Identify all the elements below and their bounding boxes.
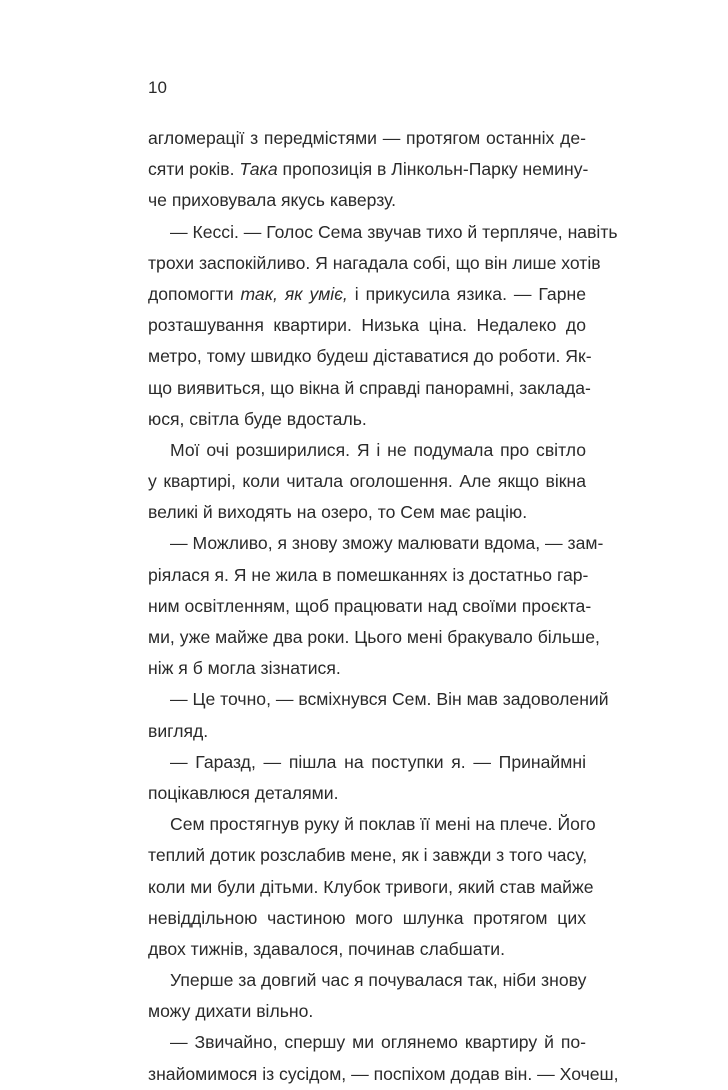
text-segment: юся, світла буде вдосталь. [148, 408, 367, 429]
text-segment: коли ми були дітьми. Клубок тривоги, який став майже [148, 876, 594, 897]
text-line [148, 497, 586, 528]
text-line [148, 248, 601, 279]
text-segment: трохи заспокійливо. Я нагадала собі, що він лише хотів [148, 252, 601, 273]
text-segment: — Гаразд, — пішла на поступки я. — Принаймні [170, 751, 586, 772]
text-line [148, 528, 604, 559]
text-segment: вигляд. [148, 720, 209, 741]
text-segment: агломерації з передмістями — протягом останніх де- [148, 128, 586, 148]
text-segment: пропозиція в Лінкольн-Парку немину- [277, 159, 589, 180]
text-line [148, 404, 586, 435]
text-line [148, 747, 586, 778]
text-segment: Сем простягнув руку й поклав її мені на плече. Його [170, 814, 596, 835]
text-segment: че приховувала якусь каверзу. [148, 190, 397, 211]
text-line [148, 217, 618, 248]
text-line [148, 903, 586, 934]
text-line [148, 778, 586, 809]
text-segment: ніж я б могла зізнатися. [148, 658, 341, 679]
text-segment: у квартирі, коли читала оголошення. Але якщо вікна [148, 471, 586, 492]
text-line [148, 622, 600, 653]
text-segment: розташування квартири. Низька ціна. Недалеко до [148, 315, 586, 336]
text-segment: ріялася я. Я не жила в помешканнях із достатньо гар- [148, 564, 589, 585]
text-segment: невіддільною частиною мого шлунка протягом цих [148, 907, 586, 928]
text-segment: знайомимося із сусідом, — поспіхом додав він. — Хочеш, [148, 1063, 619, 1084]
text-segment: Уперше за довгий час я почувалася так, ніби знову [170, 970, 587, 991]
text-segment: і прикусила язика. — Гарне [347, 283, 587, 304]
page-number: 10 [148, 78, 167, 97]
italic-text: Така [239, 159, 278, 180]
text-line [148, 591, 592, 622]
text-segment: великі й виходять на озеро, то Сем має рацію. [148, 502, 528, 523]
text-segment: — Звичайно, спершу ми оглянемо квартиру й по- [170, 1032, 586, 1053]
body-text [148, 123, 619, 1090]
text-line [148, 996, 586, 1027]
text-segment: допомогти [148, 283, 241, 304]
text-segment: метро, тому швидко будеш діставатися до роботи. Як- [148, 346, 592, 367]
text-line [148, 560, 589, 591]
text-segment: поцікавлюся деталями. [148, 782, 339, 803]
text-line [148, 373, 591, 404]
text-line [148, 1059, 619, 1090]
text-segment: теплий дотик розслабив мене, як і завжди з того часу, [148, 845, 588, 866]
text-line [148, 716, 586, 747]
text-line [148, 934, 586, 965]
text-line [148, 123, 586, 154]
text-segment: — Це точно, — всміхнувся Сем. Він мав задоволений [170, 689, 609, 710]
text-line [148, 279, 586, 310]
italic-text: так, як уміє, [240, 283, 348, 304]
text-line [148, 185, 586, 216]
text-line [148, 435, 586, 466]
text-line [148, 466, 586, 497]
text-line [148, 341, 592, 372]
text-segment: — Кессі. — Голос Сема звучав тихо й терпляче, навіть [170, 221, 618, 242]
text-line [148, 154, 589, 185]
text-segment: — Можливо, я знову зможу малювати вдома, — зам- [170, 533, 604, 554]
text-line [148, 310, 586, 341]
text-line [148, 1027, 586, 1058]
text-segment: сяти років. [148, 159, 240, 180]
text-segment: ним освітленням, щоб працювати над своїми проєкта- [148, 595, 592, 616]
text-line [148, 872, 594, 903]
text-segment: що виявиться, що вікна й справді панорамні, заклада- [148, 377, 591, 398]
text-segment: Мої очі розширилися. Я і не подумала про світло [170, 439, 586, 460]
text-line [148, 965, 586, 996]
text-segment: ми, уже майже два роки. Цього мені бракувало більше, [148, 627, 600, 647]
text-segment: двох тижнів, здавалося, починав слабшати. [148, 938, 505, 959]
text-line [148, 809, 596, 840]
text-segment: можу дихати вільно. [148, 1001, 314, 1022]
text-line [148, 653, 586, 684]
text-line [148, 840, 586, 871]
text-line [148, 684, 609, 715]
